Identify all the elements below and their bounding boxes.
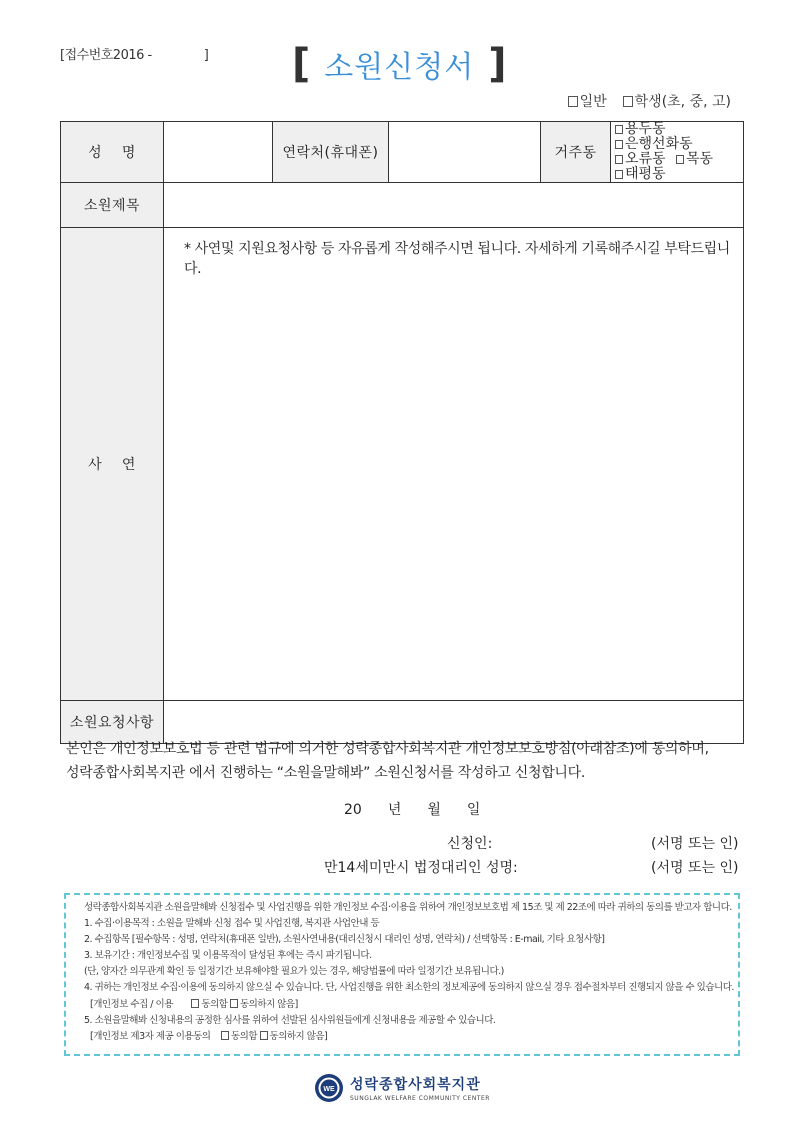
dong-label: 거주동: [541, 122, 611, 183]
date-day: 일: [466, 802, 481, 818]
dong-checkbox[interactable]: [615, 155, 623, 164]
application-form-table: [60, 121, 744, 744]
organization-logo: [314, 1073, 490, 1103]
receipt-number-close: ]: [203, 48, 209, 63]
privacy-item-5-choice-label: [개인정보 제3자 제공 이용동의: [90, 1030, 211, 1042]
name-field[interactable]: [164, 122, 273, 183]
dong-option-mok[interactable]: [676, 151, 713, 167]
dong-option-yongdu[interactable]: [615, 121, 666, 137]
privacy-intro: 성락종합사회복지관 소원을말해봐 신청접수 및 사업진행을 위한 개인정보 수집·이용을 위하여 개인정보보호법 제 15조 및 제 22조에 따라 귀하의 동의를 받고자 합니다.: [84, 902, 732, 913]
consent-line-1: 본인은 개인정보보호법 등 관련 법규에 의거한 성락종합사회복지관 개인정보보호방침(아래참조)에 동의하며,: [66, 741, 709, 757]
privacy-item-4-disagree: 동의하지 않음]: [239, 998, 298, 1010]
applicant-signature[interactable]: (서명 또는 인): [651, 836, 739, 852]
request-label: 소원요청사항: [61, 701, 164, 744]
consent-line-2: 성락종합사회복지관 에서 진행하는 “소원을말해봐” 소원신청서를 작성하고 신청합니다.: [66, 765, 586, 781]
type-student-option[interactable]: [623, 91, 731, 111]
dong-option-eunhaengseonhwa[interactable]: [615, 136, 693, 152]
type-student-label: 학생(초, 중, 고): [634, 94, 731, 110]
application-date: [344, 799, 506, 819]
dong-option-label: 오류동: [625, 151, 666, 167]
story-label: 사 연: [61, 228, 164, 701]
privacy-item-3: 3. 보유기간 : 개인정보수집 및 이용목적이 달성된 후에는 즉시 파기됩니다.: [84, 950, 372, 962]
receipt-number: [60, 44, 208, 63]
form-row-story: [61, 228, 744, 701]
type-general-option[interactable]: [568, 91, 607, 111]
privacy-item-4-agree: 동의함: [201, 998, 228, 1010]
privacy-item-4-disagree-option[interactable]: [230, 999, 298, 1010]
disagree-checkbox[interactable]: [230, 999, 238, 1008]
privacy-item-5-disagree-option[interactable]: [260, 1031, 328, 1042]
story-field[interactable]: [164, 228, 744, 701]
privacy-item-5-disagree: 동의하지 않음]: [269, 1030, 328, 1042]
dong-option-taepyeong[interactable]: [615, 166, 666, 182]
privacy-item-5-agree-option[interactable]: [221, 1031, 257, 1042]
receipt-number-label: [접수번호2016 -: [60, 48, 152, 63]
name-label: 성 명: [61, 122, 164, 183]
dong-option-label: 목동: [686, 151, 714, 167]
org-name-kr: 성락종합사회복지관: [350, 1077, 481, 1093]
form-row-wish-title: [61, 183, 744, 228]
agree-checkbox[interactable]: [191, 999, 199, 1008]
wish-title-label: 소원제목: [61, 183, 164, 228]
dong-option-oryu[interactable]: [615, 151, 666, 167]
dong-options: [611, 122, 744, 183]
title-bracket-open: [: [292, 41, 311, 87]
dong-checkbox[interactable]: [615, 125, 623, 134]
type-student-checkbox[interactable]: [623, 96, 633, 107]
guardian-label: 만14세미만시 법정대리인 성명:: [324, 860, 518, 876]
title-bracket-close: ]: [488, 41, 507, 87]
org-emblem-text: WE: [323, 1086, 335, 1093]
privacy-notice-box: [64, 893, 740, 1056]
privacy-item-2: 2. 수집항목 [필수항목 : 성명, 연락처(휴대폰 일반), 소원사연내용(대리신청시 대리인 성명, 연락처) / 선택항목 : E-mail, 기타 요청사항]: [84, 934, 605, 946]
date-month: 월: [427, 802, 441, 818]
agree-checkbox[interactable]: [221, 1031, 229, 1040]
contact-field[interactable]: [389, 122, 541, 183]
privacy-item-4-choice-label: [개인정보 수집 / 이용: [90, 998, 173, 1010]
privacy-item-4-consent: [84, 997, 726, 1013]
dong-option-label: 용두동: [625, 121, 666, 137]
page-title: 소원신청서: [324, 50, 475, 85]
dong-checkbox[interactable]: [676, 155, 684, 164]
privacy-item-5-consent: [84, 1029, 726, 1045]
story-hint: * 사연및 지원요청사항 등 자유롭게 작성해주시면 됩니다. 자세하게 기록해주시길 부탁드립니다.: [184, 241, 730, 277]
dong-checkbox[interactable]: [615, 140, 623, 149]
dong-option-label: 은행선화동: [625, 136, 693, 152]
wish-title-field[interactable]: [164, 183, 744, 228]
privacy-item-1: 1. 수집·이용목적 : 소원을 말해봐 신청 접수 및 사업진행, 복지관 사업안내 등: [84, 918, 380, 930]
date-year-prefix: 20: [344, 802, 362, 818]
org-name-block: [350, 1074, 490, 1102]
disagree-checkbox[interactable]: [260, 1031, 268, 1040]
page-title-block: [292, 36, 506, 92]
contact-label: 연락처(휴대폰): [273, 122, 389, 183]
type-general-checkbox[interactable]: [568, 96, 578, 107]
applicant-type-options: [568, 91, 731, 111]
consent-statement: [66, 737, 746, 785]
org-name-en: SUNGLAK WELFARE COMMUNITY CENTER: [350, 1095, 490, 1102]
privacy-item-3-note: (단, 양자간 의무관계 확인 등 일정기간 보유해야할 필요가 있는 경우, 해당법률에 따라 일정기간 보유됩니다.): [84, 966, 504, 978]
org-emblem-icon: [314, 1073, 344, 1103]
type-general-label: 일반: [579, 94, 607, 110]
privacy-item-5-agree: 동의함: [230, 1030, 257, 1042]
date-year: 년: [387, 802, 402, 818]
dong-checkbox[interactable]: [615, 170, 623, 179]
privacy-item-4-agree-option[interactable]: [191, 999, 227, 1010]
applicant-label: 신청인:: [447, 836, 493, 852]
guardian-signature[interactable]: (서명 또는 인): [651, 860, 739, 876]
dong-option-label: 태평동: [625, 166, 666, 182]
form-row-basic: [61, 122, 744, 183]
privacy-item-5: 5. 소원을말해봐 신청내용의 공정한 심사를 위하여 선발된 심사위원들에게 신청내용을 제공할 수 있습니다.: [84, 1014, 496, 1026]
privacy-item-4: 4. 귀하는 개인정보 수집·이용에 동의하지 않으실 수 있습니다. 단, 사업진행을 위한 최소한의 정보제공에 동의하지 않으실 경우 접수절차부터 진행되지 않을 수 있습니다.: [84, 982, 734, 994]
